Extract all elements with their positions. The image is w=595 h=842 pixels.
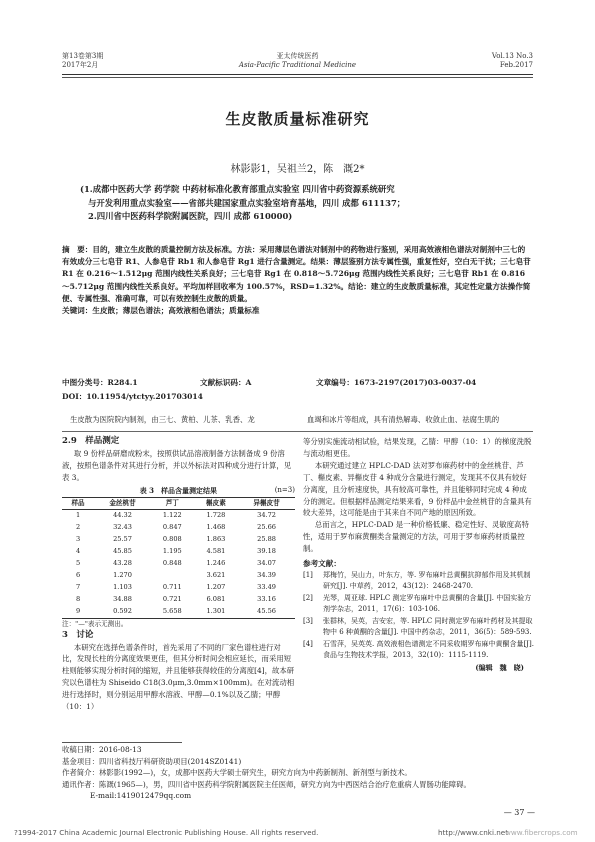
section-2-9-title: 2.9 样品测定 <box>62 436 120 446</box>
clc-number: 中图分类号：R284.1 <box>62 378 138 387</box>
table-header-row <box>62 497 295 510</box>
abstract <box>62 244 532 317</box>
table-cell: 34.88 <box>113 594 132 603</box>
table-cell: 5 <box>75 559 81 568</box>
table-row <box>62 606 295 618</box>
corresponding-author: 通讯作者：陈溉(1965—)，男，四川省中医药科学院附属医院主任医师，研究方向为中西医结合治疗危重病人胃肠功能障碍。 <box>62 779 471 789</box>
references-list <box>303 570 534 662</box>
table-cell: 25.66 <box>257 523 277 532</box>
watermark: www.fibercrops.com <box>505 828 578 837</box>
section-3-text: 本研究在选择色谱条件时，首先采用了不同的厂家色谱柱进行对比，发现长柱的分离度效果更佳，但其分析时间会相应延长，而采用短柱则能够实现分析时间的缩短，并且能够获得较佳的分离度[4]，故本研究以色谱柱为 Shiseido C18(3.0μm,3.0mm×100mm)。在对流动相进行选择时，则分别运用甲醇水溶液、甲醇—0.1%以及乙腈；甲醇（10：1） <box>62 642 295 712</box>
table-cell: 4 <box>75 547 81 556</box>
affiliation-line: 与开发利用重点实验室——省部共建国家重点实验室培育基地，四川 成都 611137； <box>88 197 406 208</box>
received-date: 收稿日期：2016-08-13 <box>62 745 142 754</box>
table-cell: 1.195 <box>162 547 182 556</box>
table-cell: 25.88 <box>257 535 277 544</box>
section-2-9-text: 取 9 份样品研磨成粉末，按照供试品溶液制备方法制备成 9 份溶液，按照色谱条件对其进行分析，并以外标法对四种成分进行计算，见表 3。 <box>62 448 292 482</box>
table-cell: 3 <box>75 535 81 544</box>
reference-item: [2] 光琴，周亚球. HPLC 测定罗布麻叶中总黄酮的含量[J]. 中国实验方剂学杂志，2011，17(6)：103-106. <box>303 593 532 614</box>
table-header: 样品 <box>62 497 94 510</box>
author-list: 林影影1，吴祖兰2，陈 溉2* <box>230 164 365 175</box>
table-cell: 7 <box>75 582 81 591</box>
table-cell: 44.32 <box>113 511 132 520</box>
table-row <box>62 582 295 594</box>
table-cell: 1.468 <box>206 523 226 532</box>
header-volume-cn: 第13卷第3期 2017年2月 <box>62 52 104 69</box>
header-rule-thin <box>62 77 533 78</box>
table-row <box>62 546 295 558</box>
table-header: 芦丁 <box>151 497 194 510</box>
table-unit: (n=3) <box>274 485 295 494</box>
references-title: 参考文献： <box>303 559 341 569</box>
table-cell <box>151 570 194 582</box>
table-cell: 1.270 <box>113 570 132 579</box>
table-cell: 34.07 <box>257 559 277 568</box>
table-cell: 8 <box>75 594 81 603</box>
table-caption-row <box>62 485 295 497</box>
table-cell: 3.621 <box>206 570 226 579</box>
table-row <box>62 522 295 534</box>
author-bio: 作者简介：林影影(1992—)，女，成都中医药大学硕士研究生，研究方向为中药新制剂、新剂型与新技术。 <box>62 768 412 777</box>
table-cell: 34.39 <box>257 570 277 579</box>
table-cell: 1.728 <box>206 511 226 520</box>
editor-note: (编辑 魏 晓) <box>475 662 524 672</box>
table-cell: 1.246 <box>206 559 226 568</box>
section-divider <box>62 431 533 432</box>
table-cell: 1 <box>75 511 81 520</box>
footnote-rule <box>62 742 182 743</box>
right-para-1: 等分别实施流动相试验，结果发现，乙腈：甲醇（10：1）的梯度洗脱与流动相更佳。 <box>303 437 532 458</box>
article-number: 文章编号：1673-2197(2017)03-0037-04 <box>316 378 477 387</box>
table-cell: 4.581 <box>206 547 226 556</box>
right-para-3: 总而言之，HPLC-DAD 是一种价格低廉、稳定性好、灵敏度高特性，适用于罗布麻黄酮类含量测定的方法，可用于罗布麻药材质量控制。 <box>303 520 529 554</box>
table-cell: 0.808 <box>162 535 182 544</box>
paper-title: 生皮散质量标准研究 <box>225 110 370 128</box>
affiliations <box>80 183 535 224</box>
abstract-text: 目的，建立生皮散的质量控制方法及标准。方法：采用薄层色谱法对制剂中的药物进行鉴别，采用高效液相色谱法对制剂中三七的有效成分三七皂苷 R1、人参皂苷 Rb1 和人参皂苷 Rg1 进行含量测定。结果：薄层鉴别方法专属性强，重复性好，空白无干扰；三七皂苷 R1 在 0.216～1.512μg 范围内线性关系良好；三七皂苷 Rg1 在 0.818～5.726μg 范围内线性关系良好；三七皂苷 Rb1 在 0.816～5.712μg 范围内线性关系良好。平均加样回收率为 100.57%，RSD=1.32%。结论：建立的生皮散质量标准，其定性定量方法操作简便、专属性强、准确可靠，可以有效控制生皮散的质量。 <box>62 245 531 303</box>
table-cell: 45.85 <box>113 547 132 556</box>
table-header: 金丝桃苷 <box>94 497 151 510</box>
copyright-line: ?1994-2017 China Academic Journal Electronic Publishing House. All rights reserved. <box>14 828 319 837</box>
table-cell: 32.43 <box>113 523 132 532</box>
footer-url[interactable]: http://www.cnki.net <box>438 828 509 837</box>
table-cell: 0.592 <box>94 606 151 618</box>
table-row <box>62 570 295 582</box>
section-3-title: 3 讨论 <box>62 629 94 640</box>
table-cell: 5.658 <box>151 606 194 618</box>
table-cell: 33.49 <box>257 582 277 591</box>
table-cell: 39.18 <box>257 547 277 556</box>
table-cell: 1.207 <box>206 582 226 591</box>
fund-project: 基金项目：四川省科技厅科研资助项目(2014SZ0141) <box>62 756 242 766</box>
results-table <box>62 497 295 619</box>
table-cell: 0.721 <box>162 594 182 603</box>
table-cell: 34.72 <box>257 511 277 520</box>
table-cell: 1.301 <box>194 606 238 618</box>
table-note: 注："—"表示无测出。 <box>62 619 128 628</box>
left-column <box>62 436 295 713</box>
page-number: — 37 — <box>503 808 535 817</box>
keywords: 关键词：生皮散；薄层色谱法；高效液相色谱法；质量标准 <box>62 306 260 316</box>
table-cell: 2 <box>75 523 81 532</box>
affiliation-line: 2.四川省中医药科学院附属医院，四川 成都 610000) <box>88 211 293 221</box>
table-cell: 33.16 <box>257 594 277 603</box>
table-row <box>62 510 295 522</box>
table-cell: 45.56 <box>238 606 295 618</box>
table-cell: 1.103 <box>113 582 132 591</box>
table-cell: 0.848 <box>162 559 182 568</box>
table-cell: 6.081 <box>206 594 226 603</box>
right-column <box>303 436 534 674</box>
table-cell: 1.122 <box>162 511 182 520</box>
reference-item: [3] 张群林，吴英，吉安宏，等. HPLC 同时测定罗布麻叶药材及其提取物中 6 种黄酮的含量[J]. 中国中药杂志，2011，36(5)：589-593. <box>303 616 533 637</box>
intro-right: 血竭和冰片等组成，具有清热解毒、收敛止血、祛腐生肌的 <box>307 415 500 424</box>
table-cell: 25.57 <box>113 535 132 544</box>
reference-item: [4] 石雪萍，吴英英. 高效液相色谱测定不同采收期罗布麻中黄酮含量[J]. 食品与生物技术学报，2013，32(10)：1115-1119. <box>303 639 534 660</box>
table-cell: 0.847 <box>162 523 182 532</box>
table-cell: 9 <box>62 606 94 618</box>
table-header: 槲皮素 <box>194 497 238 510</box>
document-code: 文献标识码：A <box>200 378 252 387</box>
right-para-2: 本研究通过建立 HPLC-DAD 法对罗布麻药材中的金丝桃苷、芦丁、槲皮素、异槲皮苷 4 种成分含量进行测定，发现其不仅具有较好分离度，且分析速度快，具有较高可靠性，并且能够同时完成 4 种成分的测定。但根据样品测定结果来看，9 份样品中金丝桃苷的含量具有较大差异，这可能是由于其来自不同产地的原因所致。 <box>303 460 532 518</box>
table-cell: 0.711 <box>162 582 182 591</box>
table-cell: 6 <box>75 570 81 579</box>
header-journal: 亚太传统医药 Asia-Pacific Traditional Medicine <box>238 52 357 69</box>
reference-item: [1] 郑梅竹，吴山力，叶东方，等. 罗布麻叶总黄酮抗抑郁作用及其机制研究[J]. 中草药，2012，43(12)：2468-2470. <box>303 570 531 591</box>
footnotes <box>62 744 535 802</box>
header-volume-en: Vol.13 No.3 Feb.2017 <box>491 52 533 69</box>
affiliation-line: (1.成都中医药大学 药学院 中药材标准化教育部重点实验室 四川省中药资源系统研究 <box>80 184 395 194</box>
table-row <box>62 594 295 606</box>
abstract-label: 摘 要： <box>62 245 93 254</box>
header-rule <box>62 74 533 75</box>
table-cell: 1.863 <box>206 535 226 544</box>
doi: DOI：10.11954/ytctyy.201703014 <box>62 392 203 401</box>
table-caption: 表 3 样品含量测定结果 <box>139 485 217 495</box>
table-row <box>62 558 295 570</box>
intro-left: 生皮散为医院院内制剂，由三七、黄柏、儿茶、乳香、龙 <box>70 415 255 424</box>
email: E-mail:1419012479qq.com <box>90 791 192 800</box>
table-header: 异槲皮苷 <box>238 497 295 510</box>
table-row <box>62 534 295 546</box>
table-cell: 43.28 <box>113 559 132 568</box>
